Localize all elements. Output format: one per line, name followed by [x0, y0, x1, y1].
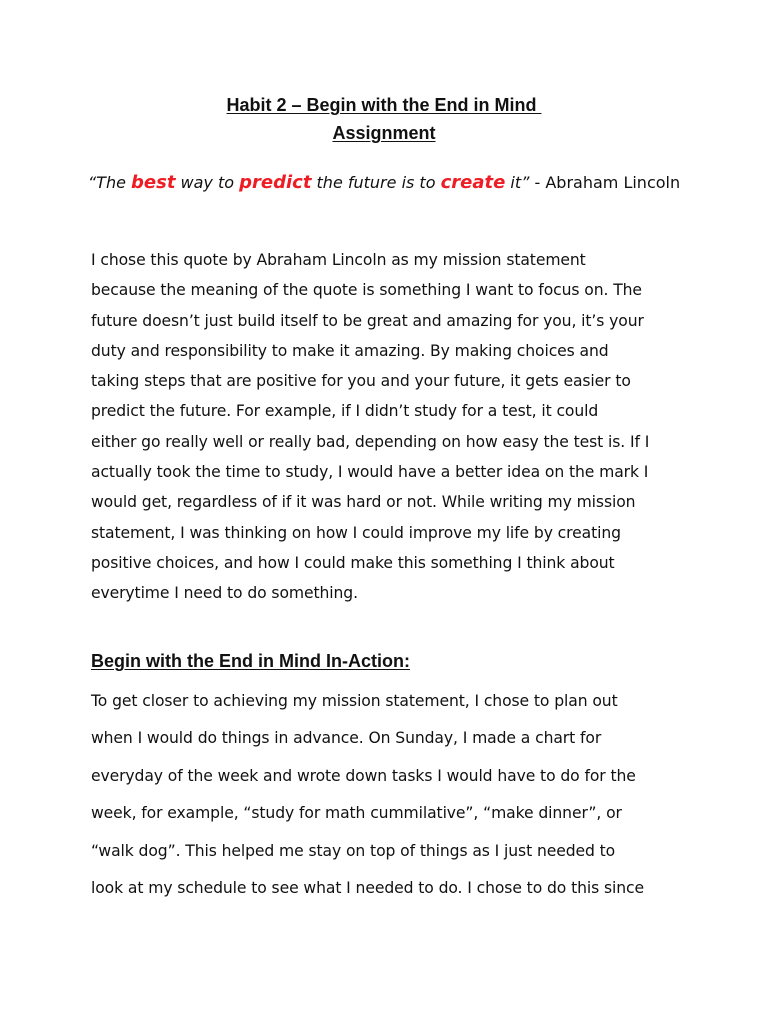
paragraph-line: everytime I need to do something. — [91, 584, 358, 603]
paragraph-line: either go really well or really bad, depending on how easy the test is. If I — [91, 432, 650, 451]
paragraph-line: predict the future. For example, if I didn’t study for a test, it could — [91, 402, 599, 421]
quote-mid-1: way to — [175, 173, 240, 192]
quote-mid-2: the future is to — [311, 173, 441, 192]
quote-word-create: create — [440, 172, 506, 193]
document-subtitle: Assignment — [332, 123, 436, 143]
paragraph-line: I chose this quote by Abraham Lincoln as my mission statement — [91, 251, 586, 269]
document-title: Habit 2 – Begin with the End in Mind — [226, 95, 542, 115]
paragraph-line: actually took the time to study, I would have a better idea on the mark I — [91, 463, 649, 482]
paragraph-line: everyday of the week and wrote down tasks I would have to do for the — [91, 766, 636, 785]
paragraph-line: “walk dog”. This helped me stay on top of things as I just needed to — [91, 841, 616, 860]
paragraph-line: To get closer to achieving my mission statement, I chose to plan out — [91, 692, 618, 710]
paragraph-line: would get, regardless of if it was hard or not. While writing my mission — [91, 493, 636, 512]
paragraph-line: look at my schedule to see what I needed to do. I chose to do this since — [91, 879, 645, 898]
section-heading: Begin with the End in Mind In-Action: — [91, 651, 410, 671]
quote-close: it” — [505, 173, 530, 192]
quote-word-best: best — [131, 172, 176, 193]
paragraph-line: when I would do things in advance. On Sunday, I made a chart for — [91, 729, 602, 748]
paragraph-line: taking steps that are positive for you and your future, it gets easier to — [91, 372, 631, 391]
paragraph-line: week, for example, “study for math cummilative”, “make dinner”, or — [91, 804, 622, 823]
quote — [0, 172, 768, 193]
paragraph-line: statement, I was thinking on how I could improve my life by creating — [91, 523, 621, 542]
quote-word-predict: predict — [239, 172, 312, 193]
mission-paragraph — [91, 245, 691, 609]
in-action-paragraph — [91, 683, 691, 907]
paragraph-line: duty and responsibility to make it amazing. By making choices and — [91, 341, 609, 360]
paragraph-line: positive choices, and how I could make this something I think about — [91, 553, 615, 572]
paragraph-line: because the meaning of the quote is something I want to focus on. The — [91, 281, 642, 300]
quote-open: “The — [87, 173, 132, 192]
quote-author: - Abraham Lincoln — [529, 173, 681, 192]
paragraph-line: future doesn’t just build itself to be great and amazing for you, it’s your — [91, 311, 644, 330]
